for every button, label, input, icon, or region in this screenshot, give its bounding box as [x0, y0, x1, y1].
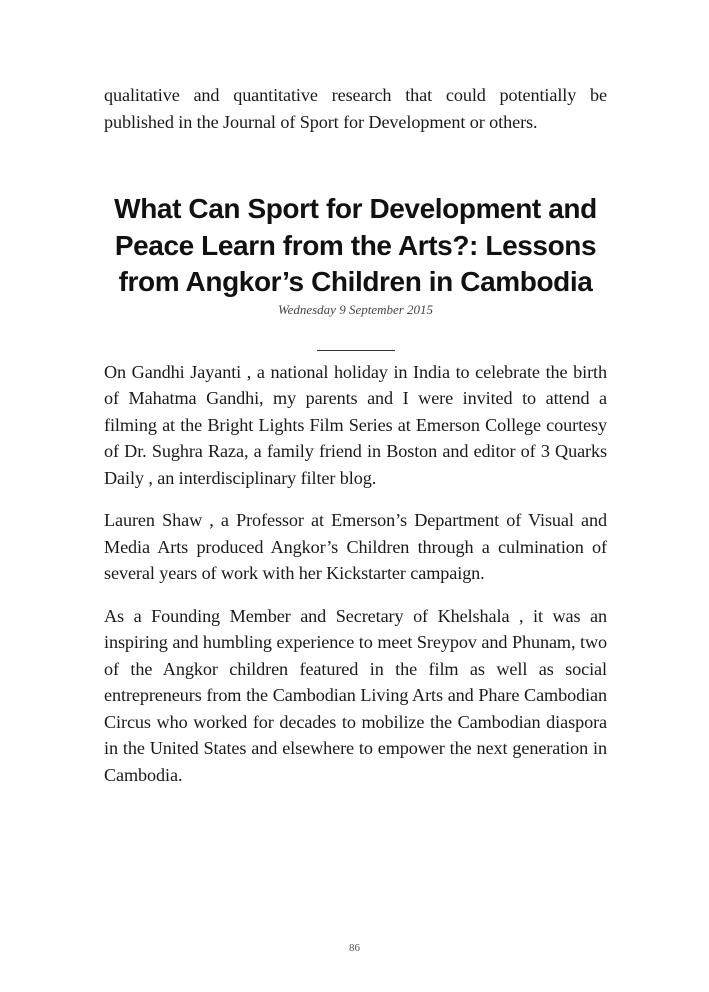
page-content: [104, 82, 607, 788]
lead-paragraph: qualitative and quantitative research that could potentially be published in the Journal of Sport for Development or others.: [104, 85, 607, 132]
separator-line: [317, 350, 395, 351]
body-paragraph-1: On Gandhi Jayanti , a national holiday in India to celebrate the birth of Mahatma Gandhi, my parents and I were invited to attend a filming at the Bright Lights Film Series at Emerson College courtesy of Dr. Sughra Raza, a family friend in Boston and editor of 3 Quarks Daily , an interdisciplinary filter blog.: [104, 361, 607, 488]
body-paragraph-2: Lauren Shaw , a Professor at Emerson’s Department of Visual and Media Arts produced Angkor’s Children through a culmination of several years of work with her Kickstarter campaign.: [104, 510, 607, 583]
body-paragraph-3: As a Founding Member and Secretary of Khelshala , it was an inspiring and humbling experience to meet Sreypov and Phunam, two of the Angkor children featured in the film as well as social entrepreneurs from the Cambodian Living Arts and Phare Cambodian Circus who worked for decades to mobilize the Cambodian diaspora in the United States and elsewhere to empower the next generation in Cambodia.: [104, 605, 607, 785]
article-date: Wednesday 9 September 2015: [277, 301, 434, 317]
page-number: 86: [349, 942, 360, 954]
article-title: What Can Sport for Development and Peace Learn from the Arts?: Lessons from Angkor’s Children in Cambodia: [114, 193, 597, 297]
